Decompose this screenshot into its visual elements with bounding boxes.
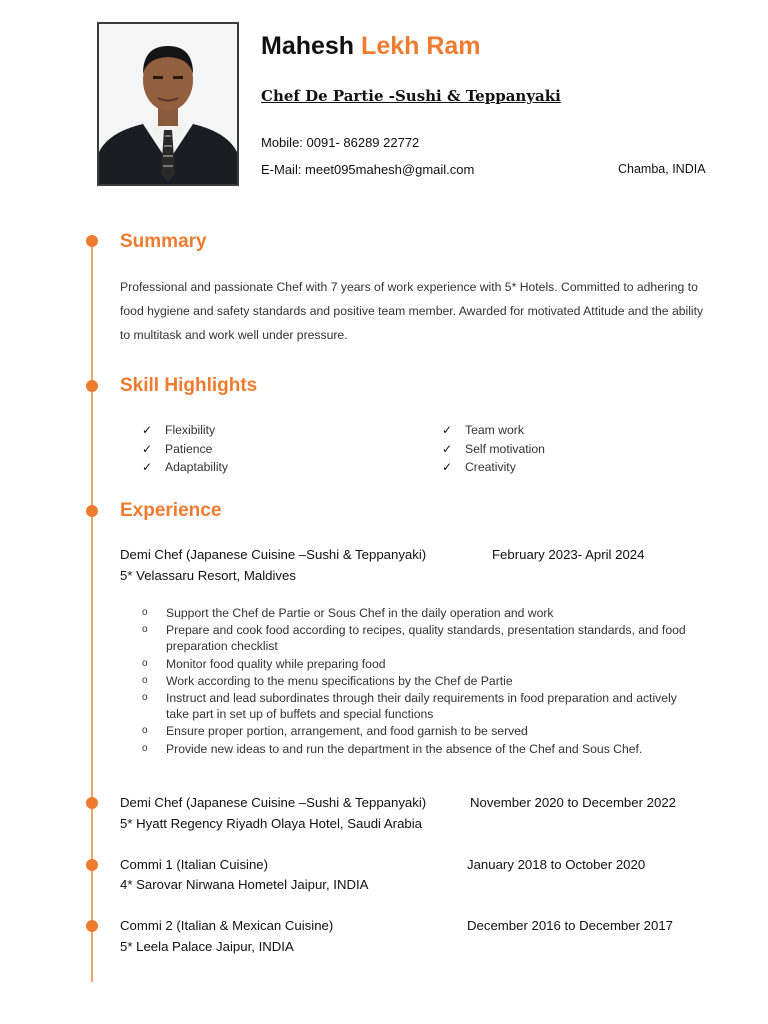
job-employer: 5* Hyatt Regency Riyadh Olaya Hotel, Saudi Arabia [120, 816, 423, 831]
candidate-name [261, 32, 481, 61]
timeline-dot-summary [86, 235, 98, 247]
duty-item: o Ensure proper portion, arrangement, and food garnish to be served [142, 724, 528, 739]
email-address: E-Mail: meet095mahesh@gmail.com [261, 162, 475, 177]
job-role: Chef De Partie -Sushi & Teppanyaki [261, 87, 561, 105]
duty-item: o Monitor food quality while preparing food [142, 656, 386, 671]
job-employer: 5* Velassaru Resort, Maldives [120, 568, 296, 583]
job-dates: January 2018 to October 2020 [467, 857, 646, 872]
job-dates: December 2016 to December 2017 [467, 918, 673, 933]
duty-item: o Prepare and cook food according to recipes, quality standards, presentation standards, and food preparation checklist [142, 623, 686, 654]
check-icon: ✓ [142, 423, 153, 437]
bullet-icon: o [142, 607, 148, 618]
mobile-number: Mobile: 0091- 86289 22772 [261, 135, 420, 150]
skills-list-right [442, 421, 545, 477]
bullet-icon: o [142, 742, 148, 754]
timeline-dot-experience [86, 505, 98, 517]
bullet-icon: o [142, 725, 148, 737]
last-name: Lekh Ram [361, 32, 481, 60]
experience-heading: Experience [120, 500, 222, 521]
bullet-icon: o [142, 657, 148, 669]
bullet-icon: o [142, 674, 148, 686]
timeline-dot-job-3 [86, 859, 98, 871]
timeline-dot-skills [86, 380, 98, 392]
check-icon: ✓ [442, 423, 453, 437]
timeline-dot-job-2 [86, 797, 98, 809]
profile-photo [97, 22, 239, 186]
job-employer: 5* Leela Palace Jaipur, INDIA [120, 939, 294, 954]
duty-item: o Support the Chef de Partie or Sous Chef in the daily operation and work [142, 606, 554, 620]
job-title: Commi 2 (Italian & Mexican Cuisine) [120, 918, 334, 933]
summary-text: Professional and passionate Chef with 7 years of work experience with 5* Hotels. Committed to adhering to food hygiene and safety standards and positive team member. Awarded for motivated Attitude and the ability to multitask and work well under pressure. [120, 280, 704, 342]
skill-item: ✓ Self motivation [442, 440, 545, 459]
skill-item: ✓ Adaptability [142, 458, 228, 477]
check-icon: ✓ [142, 460, 153, 474]
skills-list-left [142, 421, 228, 477]
job-title: Demi Chef (Japanese Cuisine –Sushi & Teppanyaki) [120, 547, 427, 562]
duties-list [140, 605, 700, 758]
check-icon: ✓ [442, 460, 453, 474]
skill-item: ✓ Team work [442, 421, 545, 440]
skills-heading: Skill Highlights [120, 375, 258, 396]
first-name: Mahesh [261, 32, 355, 60]
skill-item: ✓ Flexibility [142, 421, 228, 440]
timeline-dot-job-4 [86, 920, 98, 932]
job-dates: February 2023- April 2024 [492, 547, 645, 562]
duty-item: o Instruct and lead subordinates through their daily requirements in food preparation and actively take part in set up of buffets and special functions [142, 691, 677, 722]
summary-section [120, 275, 705, 347]
bullet-icon: o [142, 692, 148, 704]
job-dates: November 2020 to December 2022 [470, 795, 676, 810]
location: Chamba, INDIA [618, 162, 706, 176]
duty-item: o Provide new ideas to and run the department in the absence of the Chef and Sous Chef. [142, 741, 643, 756]
duty-item: o Work according to the menu specifications by the Chef de Partie [142, 673, 513, 688]
job-title: Demi Chef (Japanese Cuisine –Sushi & Teppanyaki) [120, 795, 427, 810]
job-title: Commi 1 (Italian Cuisine) [120, 857, 269, 872]
summary-heading: Summary [120, 231, 207, 252]
skill-item: ✓ Patience [142, 440, 228, 459]
check-icon: ✓ [142, 441, 153, 456]
bullet-icon: o [142, 624, 148, 636]
check-icon: ✓ [442, 441, 453, 456]
job-employer: 4* Sarovar Nirwana Hometel Jaipur, INDIA [120, 877, 369, 892]
skill-item: ✓ Creativity [442, 458, 545, 477]
